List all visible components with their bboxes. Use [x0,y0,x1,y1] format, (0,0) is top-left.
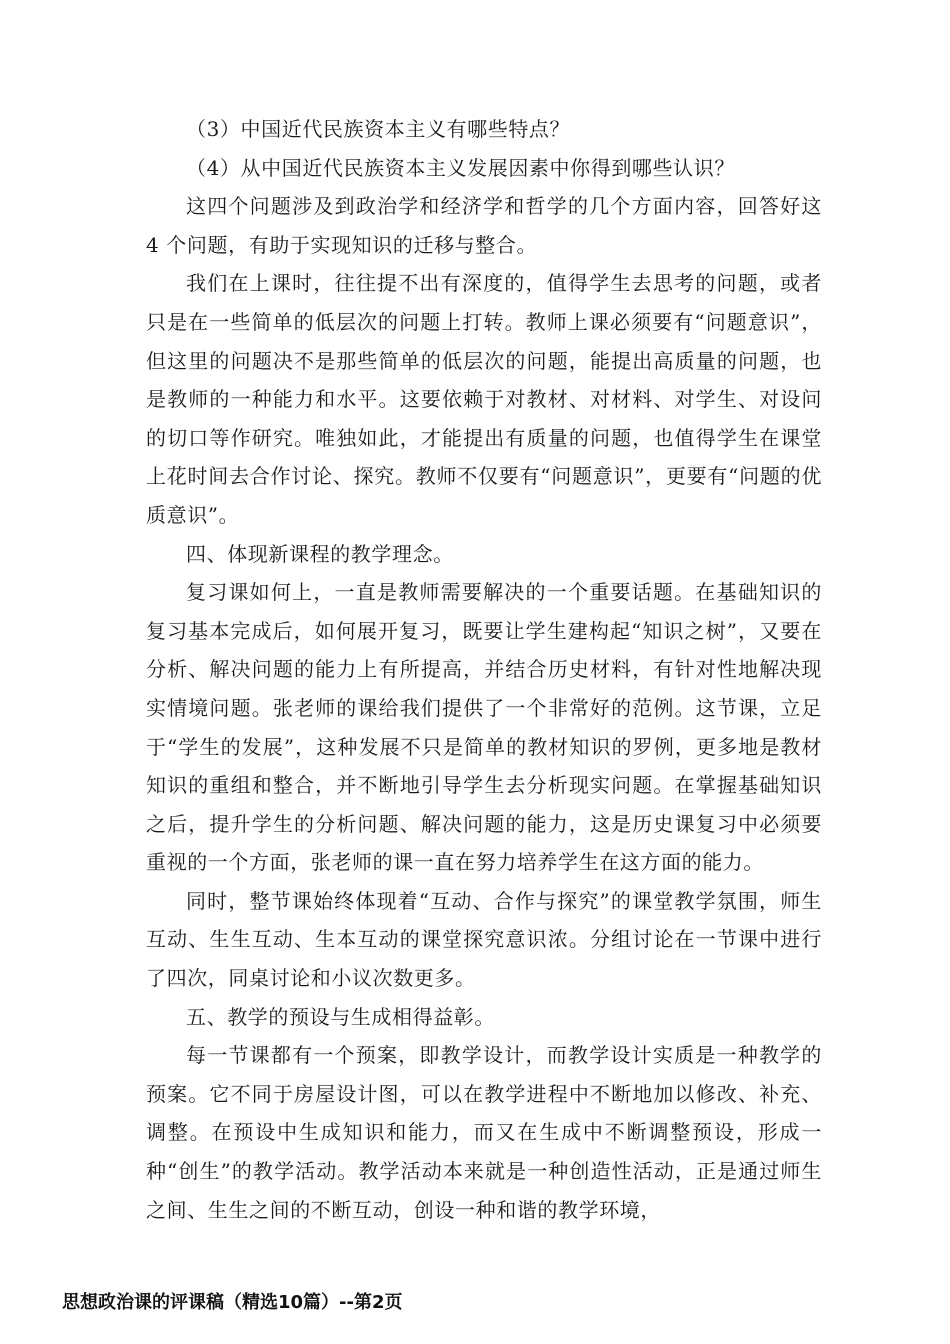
page-footer: 思想政治课的评课稿（精选10篇）--第2页 [62,1292,403,1313]
body-text [146,110,822,1229]
section-heading-five: 五、教学的预设与生成相得益彰。 [186,1004,495,1029]
paragraph-interaction: 同时，整节课始终体现着“互动、合作与探究”的课堂教学氛围，师生互动、生生互动、生本互动的课堂探究意识浓。分组讨论在一节课中进行了四次，同桌讨论和小议次数更多。 [146,888,822,991]
paragraph-question-3: （3）中国近代民族资本主义有哪些特点？ [186,117,571,141]
section-heading-four: 四、体现新课程的教学理念。 [186,541,454,566]
paragraph-lesson-plan: 每一节课都有一个预案，即教学设计，而教学设计实质是一种教学的预案。它不同于房屋设计图，可以在教学进程中不断地加以修改、补充、调整。在预设中生成知识和能力，而又在生成中不断调整预设，形成一种“创生”的教学活动。教学活动本来就是一种创造性活动，正是通过师生之间、生生之间的不断互动，创设一种和谐的教学环境， [146,1043,822,1222]
paragraph-review-class: 复习课如何上，一直是教师需要解决的一个重要话题。在基础知识的复习基本完成后，如何展开复习，既要让学生建构起“知识之树”，又要在分析、解决问题的能力上有所提高，并结合历史材料，有针对性地解决现实情境问题。张老师的课给我们提供了一个非常好的范例。这节课，立足于“学生的发展”，这种发展不只是简单的教材知识的罗例，更多地是教材知识的重组和整合，并不断地引导学生去分析现实问题。在掌握基础知识之后，提升学生的分析问题、解决问题的能力，这是历史课复习中必须要重视的一个方面，张老师的课一直在努力培养学生在这方面的能力。 [146,580,822,875]
paragraph-question-awareness: 我们在上课时，往往提不出有深度的，值得学生去思考的问题，或者只是在一些简单的低层次的问题上打转。教师上课必须要有“问题意识”，但这里的问题决不是那些简单的低层次的问题，能提出高质量的问题，也是教师的一种能力和水平。这要依赖于对教材、对材料、对学生、对设问的切口等作研究。唯独如此，才能提出有质量的问题，也值得学生在课堂上花时间去合作讨论、探究。教师不仅要有“问题意识”，更要有“问题的优质意识”。 [146,271,822,527]
paragraph-four-questions: 这四个问题涉及到政治学和经济学和哲学的几个方面内容，回答好这 4 个问题，有助于实现知识的迁移与整合。 [146,194,822,257]
paragraph-question-4: （4）从中国近代民族资本主义发展因素中你得到哪些认识？ [186,155,735,180]
